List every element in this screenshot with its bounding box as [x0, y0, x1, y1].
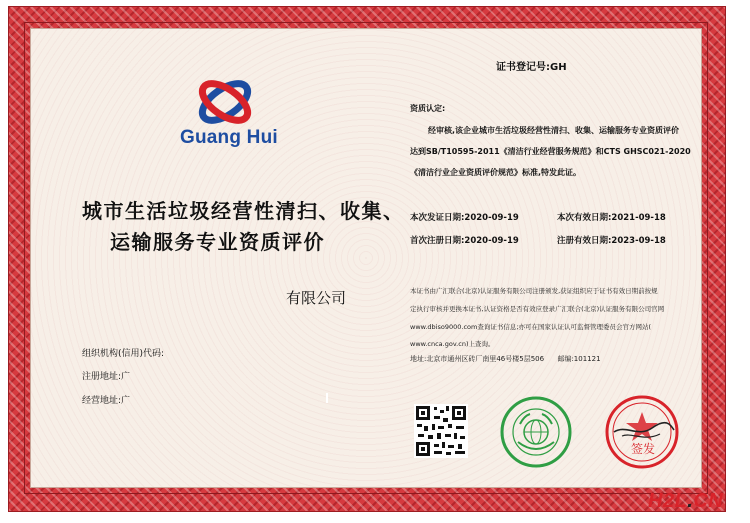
first-registration-value: 2020-09-19: [464, 236, 519, 246]
address-line: [410, 354, 601, 364]
qr-code-icon: [414, 404, 468, 458]
notice-line-4: www.cnca.gov.cn)上查询。: [410, 340, 495, 348]
notice-line-2: 定执行审核并更换本证书,认证资格是否有效应登录广汇联合(北京)认证服务有限公司官网: [410, 305, 665, 313]
qualification-line-1: 经审核,该企业城市生活垃圾经营性清扫、收集、运输服务专业资质评价: [428, 126, 680, 135]
registration-valid-label: 注册有效日期:: [557, 236, 612, 246]
postcode: 邮编:101121: [557, 355, 601, 363]
valid-date: [557, 211, 666, 223]
accreditation-seal-icon: [500, 396, 572, 468]
first-registration-date: [410, 234, 519, 246]
qualification-line-3: 《清洁行业企业资质评价规范》标准,特发此证。: [410, 168, 582, 177]
qualification-label: 资质认定:: [410, 104, 446, 113]
address: 地址:北京市通州区砖厂南里46号楼5层506: [410, 355, 545, 363]
certificate-paper: [30, 28, 702, 488]
registered-address-field: 注册地址:广: [82, 372, 131, 382]
certificate-title-line-1: 城市生活垃圾经营性清扫、收集、: [82, 199, 405, 223]
valid-date-label: 本次有效日期:: [557, 213, 612, 223]
registration-valid-date: [557, 234, 666, 246]
watermark-main: H2L: [648, 490, 688, 512]
brand-name: Guang Hui: [180, 127, 278, 148]
org-code-field: 组织机构(信用)代码:: [82, 349, 165, 359]
redaction-mark: [326, 393, 328, 403]
issue-date: [410, 211, 519, 223]
official-seal-icon: [604, 394, 680, 470]
valid-date-value: 2021-09-18: [611, 213, 666, 223]
qualification-line-2: 达到SB/T10595-2011《清洁行业经营服务规范》和CTS GHSC021-2020: [410, 147, 691, 156]
first-registration-label: 首次注册日期:: [410, 236, 465, 246]
notice-line-1: 本证书由广汇联合(北京)认证服务有限公司注册颁发,获证组织应于证书有效日期前按规: [410, 287, 658, 295]
certificate-number: 证书登记号:GH: [496, 62, 567, 73]
company-name: 有限公司: [286, 289, 347, 307]
h2l-watermark: [648, 490, 723, 513]
issue-date-value: 2020-09-19: [464, 213, 519, 223]
notice-line-3: www.dbiso9000.com查询证书信息;亦可在国家认证认可监督管理委员会官方网站(: [410, 323, 652, 331]
certificate-title-line-2: 运输服务专业资质评价: [110, 230, 325, 254]
watermark-dot: .: [687, 490, 694, 512]
issue-date-label: 本次发证日期:: [410, 213, 465, 223]
registration-valid-value: 2023-09-18: [611, 236, 666, 246]
guang-hui-logo-icon: [192, 76, 258, 128]
seal-stamp-text: 签发: [631, 442, 656, 456]
watermark-tld: CN: [693, 490, 724, 512]
operating-address-field: 经营地址:广: [82, 396, 131, 406]
